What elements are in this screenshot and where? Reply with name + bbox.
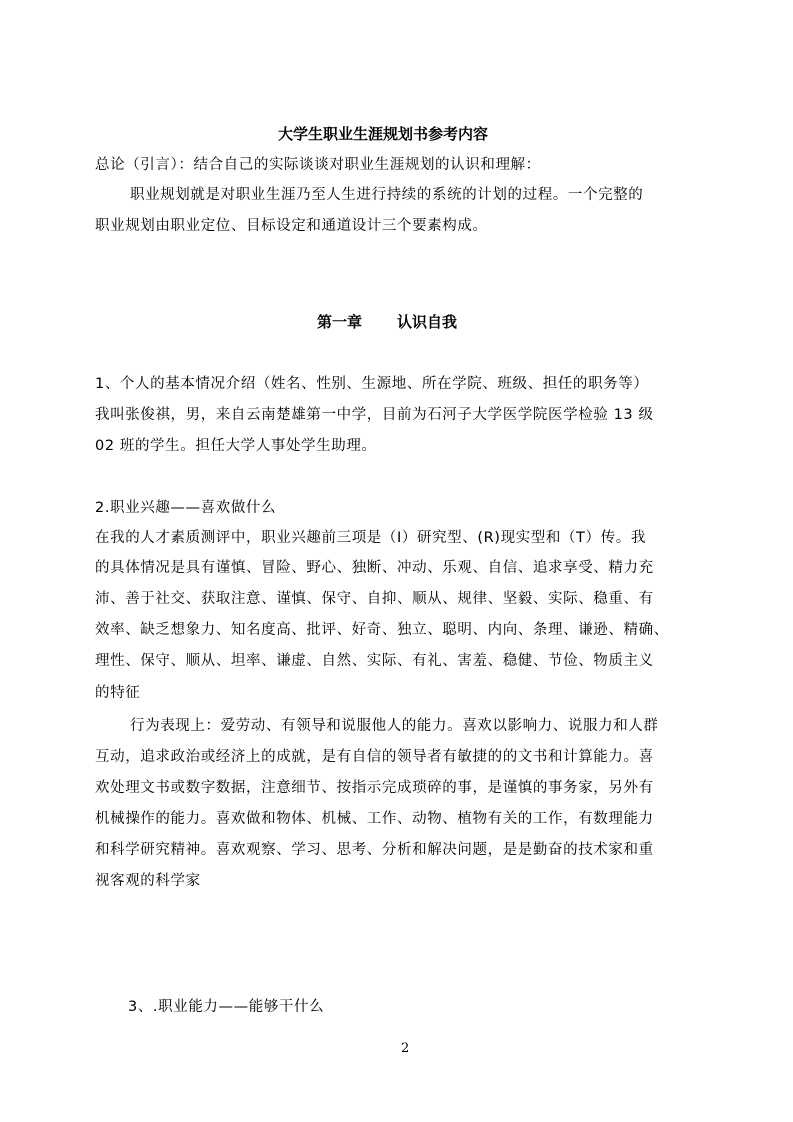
section2-heading: 2.职业兴趣——喜欢做什么 xyxy=(95,500,277,516)
behavior-line: 和科学研究精神。喜欢观察、学习、思考、分析和解决问题，是是勤奋的技术家和重 xyxy=(95,842,654,858)
section2-line: 效率、缺乏想象力、知名度高、批评、好奇、独立、聪明、内向、条理、谦逊、精确、 xyxy=(95,622,669,638)
behavior-line: 互动，追求政治或经济上的成就，是有自信的领导者有敏捷的的文书和计算能力。喜 xyxy=(95,749,654,765)
section2-line: 的具体情况是具有谨慎、冒险、野心、独断、冲动、乐观、自信、追求享受、精力充 xyxy=(95,560,654,576)
section1-heading: 1、个人的基本情况介绍（姓名、性别、生源地、所在学院、班级、担任的职务等） xyxy=(95,376,649,392)
chapter-name: 认识自我 xyxy=(397,313,458,331)
section2-line: 在我的人才素质测评中，职业兴趣前三项是（I）研究型、(R)现实型和（T）传。我 xyxy=(95,530,646,546)
intro-paragraph-line: 职业规划就是对职业生涯乃至人生进行持续的系统的计划的过程。一个完整的 xyxy=(130,187,644,203)
section2-line: 理性、保守、顺从、坦率、谦虚、自然、实际、有礼、害羞、稳健、节俭、物质主义 xyxy=(95,653,654,669)
section1-line: 02 班的学生。担任大学人事处学生助理。 xyxy=(95,438,377,454)
behavior-line: 机械操作的能力。喜欢做和物体、机械、工作、动物、植物有关的工作，有数理能力 xyxy=(95,811,654,827)
behavior-line: 欢处理文书或数字数据，注意细节、按指示完成琐碎的事，是谨慎的事务家，另外有 xyxy=(95,780,654,796)
document-title: 大学生职业生涯规划书参考内容 xyxy=(278,125,489,143)
section2-line: 沛、善于社交、获取注意、谨慎、保守、自抑、顺从、规律、坚毅、实际、稳重、有 xyxy=(95,591,654,607)
section1-line: 我叫张俊祺，男，来自云南楚雄第一中学，目前为石河子大学医学院医学检验 13 级 xyxy=(95,407,654,423)
section3-heading: 3、.职业能力——能够干什么 xyxy=(128,999,325,1015)
chapter-number: 第一章 xyxy=(317,313,363,331)
behavior-line: 行为表现上：爱劳动、有领导和说服他人的能力。喜欢以影响力、说服力和人群 xyxy=(130,718,659,734)
intro-paragraph-line: 职业规划由职业定位、目标设定和通道设计三个要素构成。 xyxy=(95,218,488,234)
intro-heading: 总论（引言）：结合自己的实际谈谈对职业生涯规划的认识和理解： xyxy=(95,157,541,173)
page-number: 2 xyxy=(401,1041,410,1056)
behavior-line: 视客观的科学家 xyxy=(95,873,201,889)
section2-line: 的特征 xyxy=(95,685,141,701)
